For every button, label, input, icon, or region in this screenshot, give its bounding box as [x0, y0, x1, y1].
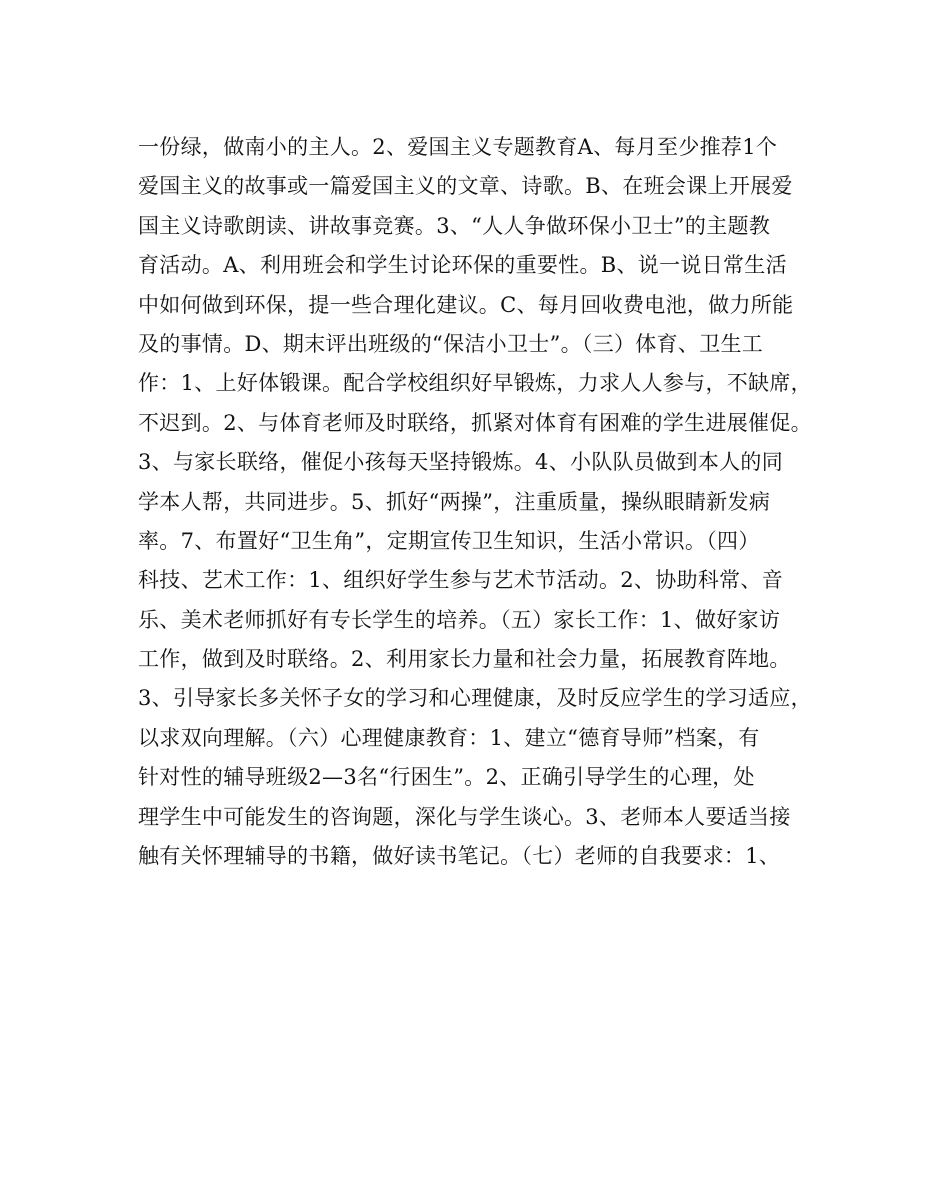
text-line: 爱国主义的故事或一篇爱国主义的文章、诗歌。B、在班会课上开展爱	[138, 174, 793, 199]
text-line: 工作，做到及时联络。2、利用家长力量和社会力量，拓展教育阵地。	[138, 647, 791, 672]
text-line: 一份绿，做南小的主人。2、爱国主义专题教育A、每月至少推荐1个	[138, 135, 778, 159]
text-line: 科技、艺术工作：1、组织好学生参与艺术节活动。2、协助科常、音	[138, 568, 784, 593]
text-line: 作：1、上好体锻课。配合学校组织好早锻炼，力求人人参与，不缺席，	[138, 371, 812, 396]
text-line: 乐、美术老师抓好有专长学生的培养。（五）家长工作：1、做好家访	[138, 607, 781, 632]
text-line: 针对性的辅导班级2—3名“行困生”。2、正确引导学生的心理，处	[138, 765, 755, 790]
text-line: 中如何做到环保，提一些合理化建议。C、每月回收费电池，做力所能	[138, 292, 794, 317]
text-line: 不迟到。2、与体育老师及时联络，抓紧对体育有困难的学生进展催促。	[138, 410, 812, 435]
text-line: 理学生中可能发生的咨询题，深化与学生谈心。3、老师本人要适当接	[138, 804, 791, 829]
text-line: 以求双向理解。（六）心理健康教育：1、建立“德育导师”档案，有	[138, 725, 760, 750]
text-line: 触有关怀理辅导的书籍，做好读书笔记。（七）老师的自我要求：1、	[138, 844, 781, 869]
body-text	[138, 128, 818, 876]
text-line: 3、与家长联络，催促小孩每天坚持锻炼。4、小队队员做到本人的同	[138, 450, 784, 475]
text-line: 率。7、布置好“卫生角”，定期宣传卫生知识，生活小常识。（四）	[138, 528, 760, 553]
text-line: 国主义诗歌朗读、讲故事竞赛。3、“人人争做环保小卫士”的主题教	[138, 213, 771, 238]
text-line: 学本人帮，共同进步。5、抓好“两操”，注重质量，操纵眼睛新发病	[138, 489, 771, 514]
text-line: 3、引导家长多关怀子女的学习和心理健康，及时反应学生的学习适应，	[138, 686, 812, 711]
text-line: 及的事情。D、期末评出班级的“保洁小卫士”。（三）体育、卫生工	[138, 331, 764, 356]
text-line: 育活动。A、利用班会和学生讨论环保的重要性。B、说一说日常生活	[138, 253, 787, 278]
